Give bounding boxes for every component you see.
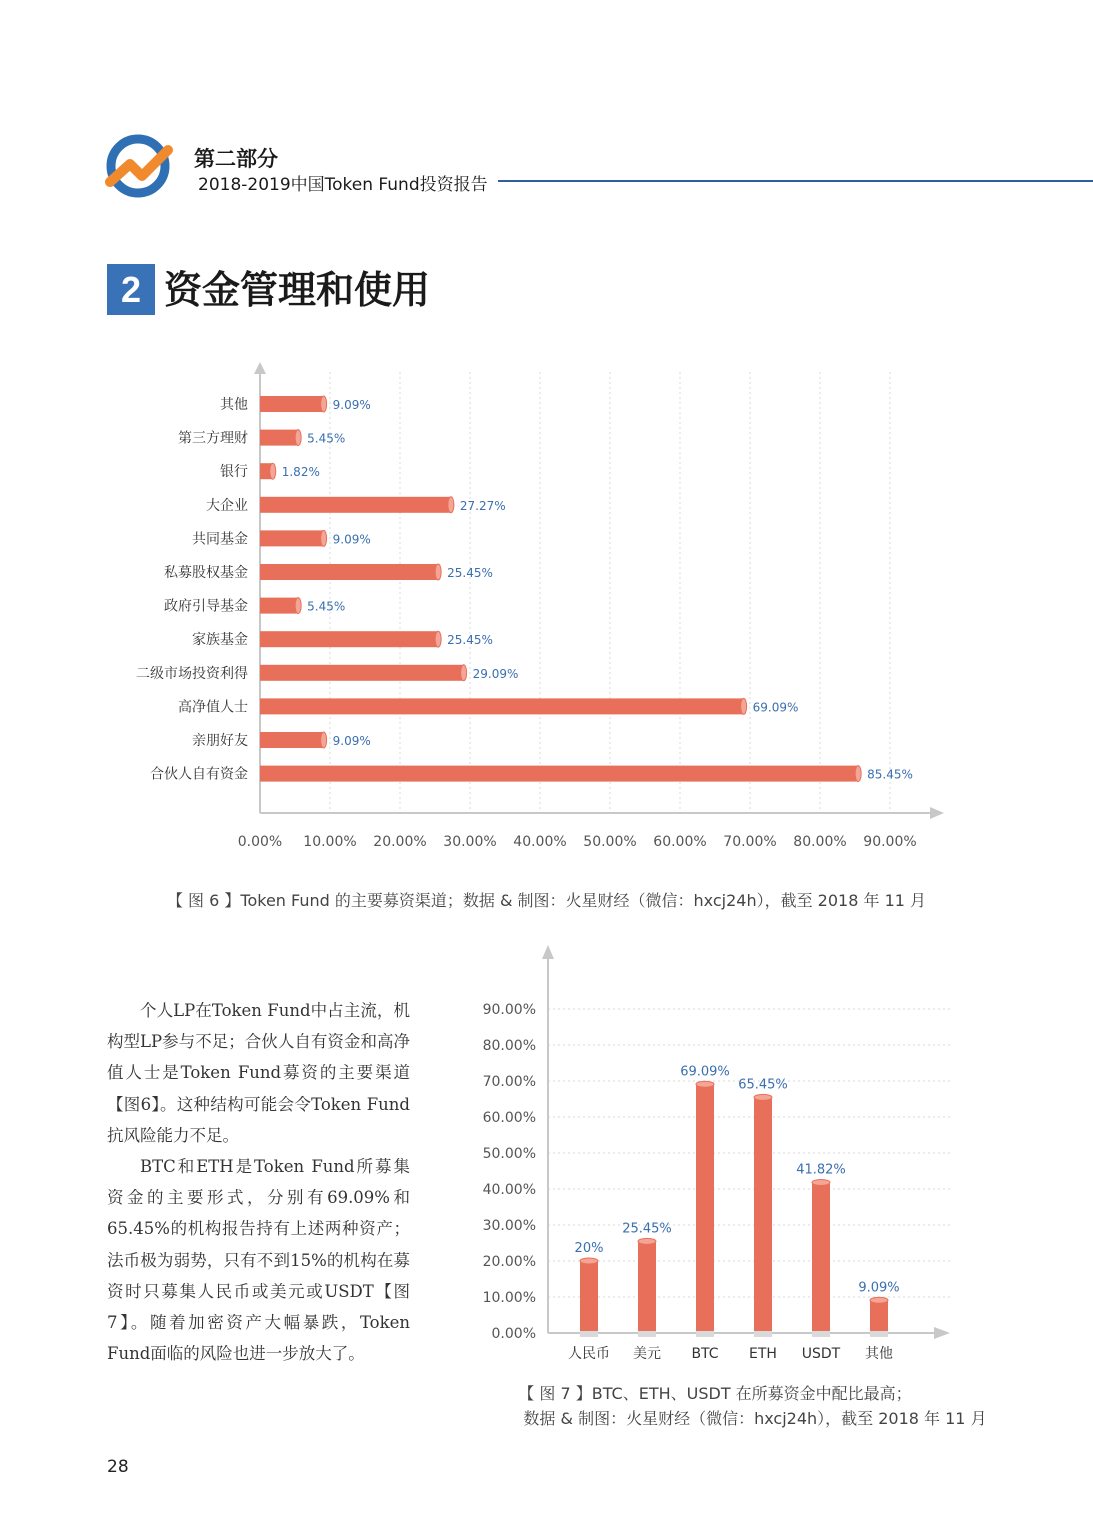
fundraising-channels-chart — [0, 350, 1093, 870]
category-label: 大企业 — [206, 497, 248, 514]
value-label: 41.82% — [796, 1162, 846, 1178]
bar-cap — [580, 1258, 598, 1264]
value-label: 9.09% — [332, 398, 371, 412]
bar-base — [638, 1331, 656, 1337]
bar-cap — [741, 698, 747, 714]
bar-cap — [435, 631, 441, 647]
bar — [260, 598, 298, 614]
figure-7-caption-line2: 数据 & 制图：火星财经（微信：hxcj24h），截至 2018 年 11 月 — [523, 1409, 987, 1428]
bar-cap — [295, 598, 301, 614]
bar-cap — [754, 1094, 772, 1100]
category-label: 其他 — [865, 1346, 893, 1362]
value-label: 20% — [574, 1241, 604, 1256]
value-label: 9.09% — [332, 734, 371, 748]
bar-cap — [270, 463, 276, 479]
bar — [580, 1261, 598, 1333]
x-tick-label: 50.00% — [583, 834, 637, 850]
value-label: 5.45% — [307, 431, 346, 446]
value-label: 9.09% — [858, 1280, 900, 1296]
value-label: 85.45% — [867, 767, 913, 782]
value-label: 25.45% — [622, 1221, 672, 1237]
x-tick-label: 10.00% — [303, 834, 357, 850]
figure-7-caption-line1: 【 图 7 】BTC、ETH、USDT 在所募资金中配比最高； — [518, 1384, 912, 1403]
bar-base — [812, 1331, 830, 1337]
bar — [754, 1097, 772, 1333]
header-divider — [498, 180, 1093, 182]
section-title: 资金管理和使用 — [164, 268, 431, 312]
category-label: BTC — [691, 1346, 719, 1362]
bar-cap — [638, 1238, 656, 1244]
bar-cap — [855, 766, 861, 782]
figure-6-caption: 【 图 6 】Token Fund 的主要募资渠道；数据 & 制图：火星财经（微信：hxcj24h），截至 2018 年 11 月 — [166, 891, 927, 910]
y-tick-label: 20.00% — [482, 1254, 536, 1270]
bar — [260, 732, 324, 748]
x-tick-label: 30.00% — [443, 834, 497, 850]
bar-cap — [295, 430, 301, 446]
bar-cap — [696, 1081, 714, 1087]
x-tick-label: 90.00% — [863, 834, 917, 850]
bar-cap — [321, 530, 327, 546]
value-label: 29.09% — [472, 666, 519, 681]
category-label: 私募股权基金 — [164, 565, 248, 581]
y-tick-label: 90.00% — [482, 1002, 536, 1018]
y-tick-label: 0.00% — [491, 1326, 536, 1342]
y-tick-label: 60.00% — [482, 1110, 536, 1126]
bar-base — [754, 1331, 772, 1337]
category-label: 第三方理财 — [178, 430, 248, 447]
x-tick-label: 40.00% — [513, 834, 567, 850]
x-tick-label: 80.00% — [793, 834, 847, 850]
category-label: 高净值人士 — [178, 699, 248, 716]
value-label: 25.45% — [447, 566, 493, 580]
category-label: 美元 — [633, 1346, 661, 1362]
x-axis-arrow-icon — [934, 1327, 950, 1339]
category-label: 家族基金 — [192, 632, 248, 649]
asset-allocation-chart — [460, 935, 1093, 1375]
category-label: 共同基金 — [192, 531, 248, 548]
bar — [696, 1084, 714, 1333]
y-tick-label: 10.00% — [482, 1290, 536, 1306]
y-tick-label: 70.00% — [482, 1074, 536, 1090]
report-logo-icon — [104, 132, 176, 200]
bar — [870, 1300, 888, 1333]
page-number: 28 — [107, 1457, 129, 1477]
category-label: ETH — [749, 1346, 777, 1362]
category-label: USDT — [801, 1346, 841, 1362]
value-label: 65.45% — [738, 1077, 788, 1093]
category-label: 合伙人自有资金 — [150, 766, 248, 783]
value-label: 25.45% — [447, 633, 493, 648]
bar — [260, 396, 324, 412]
bar-base — [580, 1331, 598, 1337]
category-label: 政府引导基金 — [164, 598, 248, 615]
bar — [260, 698, 744, 714]
category-label: 亲朋好友 — [192, 733, 248, 749]
bar — [260, 665, 464, 681]
part-title: 第二部分 — [194, 147, 278, 171]
x-tick-label: 20.00% — [373, 834, 427, 850]
bar — [812, 1182, 830, 1333]
bar-base — [696, 1331, 714, 1337]
bar — [260, 430, 298, 446]
y-tick-label: 40.00% — [482, 1182, 536, 1198]
paragraph: 个人LP在Token Fund中占主流，机构型LP参与不足；合伙人自有资金和高净值人士是Token Fund募资的主要渠道【图6】。这种结构可能会令Token Fund抗风险能力不足。 — [107, 1001, 410, 1145]
value-label: 27.27% — [459, 498, 506, 513]
value-label: 5.45% — [307, 599, 346, 614]
bar — [260, 631, 438, 647]
body-text — [107, 995, 410, 1369]
paragraph: BTC和ETH是Token Fund所募集资金的主要形式，分别有69.09%和65.45%的机构报告持有上述两种资产；法币极为弱势，只有不到15%的机构在募资时只募集人民币或美元或USDT【图7】。随着加密资产大幅暴跌，Token Fund面临的风险也进一步放大了。 — [107, 1157, 410, 1364]
category-label: 人民币 — [568, 1346, 610, 1362]
bar-cap — [812, 1179, 830, 1185]
bar-cap — [461, 665, 467, 681]
bar — [260, 766, 858, 782]
section-number-badge: 2 — [107, 264, 155, 315]
bar-cap — [321, 732, 327, 748]
bar — [260, 530, 324, 546]
bar-cap — [435, 564, 441, 580]
bar — [260, 564, 438, 580]
x-tick-label: 70.00% — [723, 834, 777, 850]
y-tick-label: 50.00% — [482, 1146, 536, 1162]
y-tick-label: 80.00% — [482, 1038, 536, 1054]
bar — [260, 497, 451, 513]
bar — [638, 1241, 656, 1333]
category-label: 二级市场投资利得 — [136, 665, 248, 682]
category-label: 银行 — [220, 464, 248, 481]
bar-cap — [870, 1297, 888, 1303]
value-label: 9.09% — [332, 532, 371, 547]
category-label: 其他 — [220, 397, 248, 413]
x-tick-label: 60.00% — [653, 834, 707, 850]
bar-cap — [448, 497, 454, 513]
bar-cap — [321, 396, 327, 412]
report-title: 2018-2019中国Token Fund投资报告 — [198, 175, 488, 195]
y-tick-label: 30.00% — [482, 1218, 536, 1234]
x-axis-arrow-icon — [930, 807, 944, 819]
y-axis-arrow-icon — [254, 362, 266, 374]
value-label: 1.82% — [281, 465, 320, 480]
bar-base — [870, 1331, 888, 1337]
value-label: 69.09% — [680, 1064, 730, 1080]
x-tick-label: 0.00% — [237, 834, 283, 850]
y-axis-arrow-icon — [542, 945, 554, 959]
value-label: 69.09% — [752, 700, 799, 715]
